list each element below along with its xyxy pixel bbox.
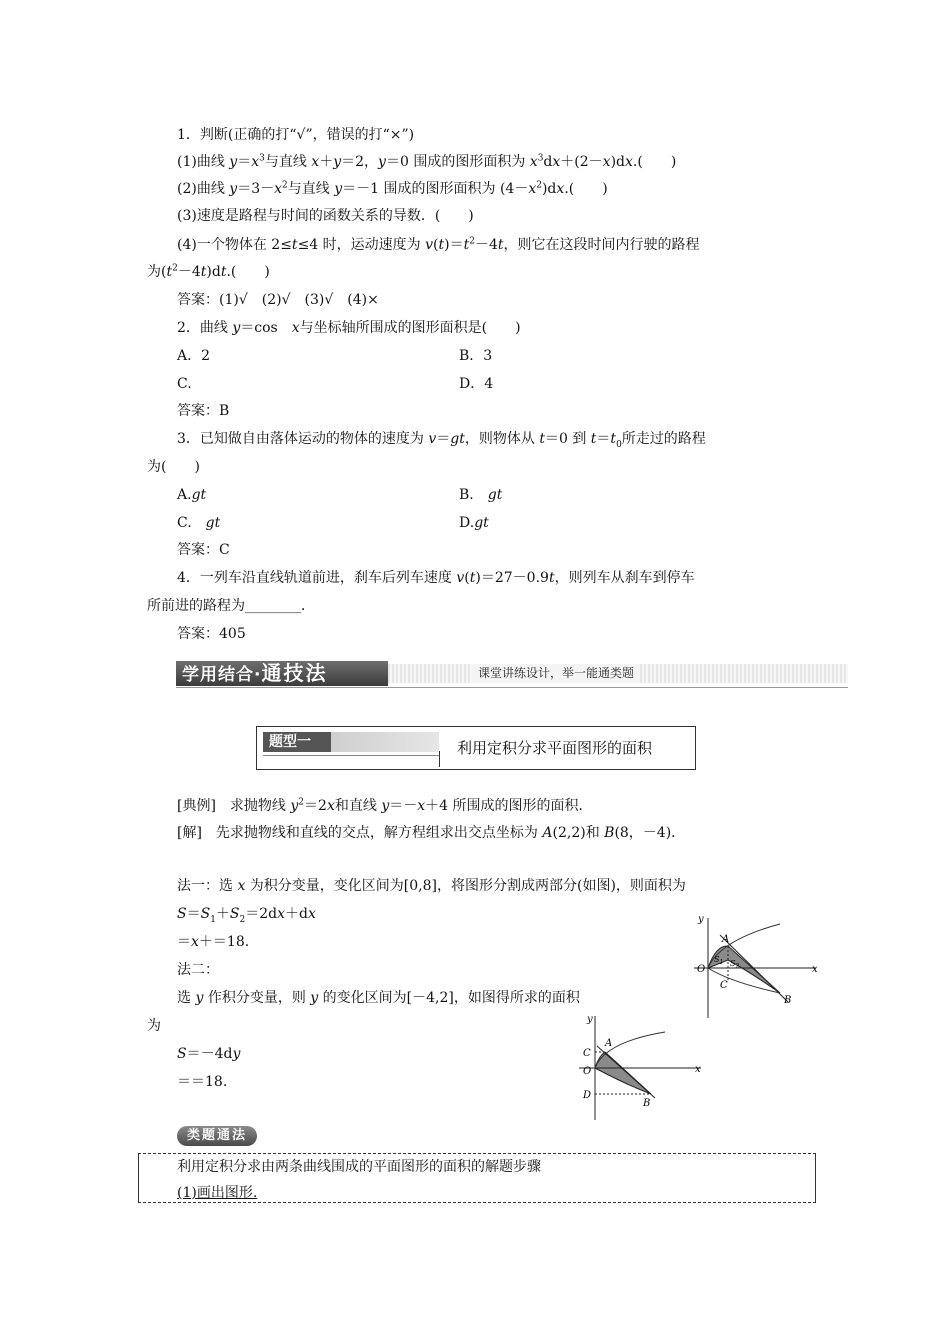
section-banner-subtitle: 课堂讲练设计，举一能通类题 (472, 664, 640, 683)
q2-option-d: D．4 (459, 376, 494, 392)
q3-option-a: A.gt (177, 487, 207, 503)
fig1-label-o: O (697, 964, 706, 975)
figure-method1 (690, 910, 830, 1020)
fig2-shaded-region (595, 1052, 651, 1094)
figure-method2 (575, 1012, 705, 1122)
q1-item3: (3)速度是路程与时间的函数关系的导数．( ) (177, 208, 474, 224)
fig2-label-y: y (587, 1014, 593, 1025)
fig1-label-y: y (698, 914, 704, 925)
q3-option-b: B. gt (459, 487, 503, 503)
method2-text-cont: 为 (147, 1018, 161, 1034)
section-banner-rule (176, 687, 848, 688)
q4-stem: 4．一列车沿直线轨道前进，刹车后列车速度 v(t)＝27－0.9t，则列车从刹车到停车 (177, 570, 695, 586)
fig2-label-a: A (605, 1038, 613, 1049)
q3-stem: 3．已知做自由落体运动的物体的速度为 v＝gt，则物体从 t＝0 到 $t=t_0$所走过的路程 (177, 431, 706, 450)
question-type-box (256, 726, 696, 770)
q1-item2: (2)曲线 $y=3-x^2$与直线 y＝－1 围成的图形面积为 $(4-x^2)dx$.( ) (177, 180, 608, 197)
fig2-label-c: C (583, 1048, 591, 1059)
q3-option-d: D.gt (459, 515, 489, 531)
method2-formula: S＝－4dy (177, 1046, 241, 1062)
example-stem: [典例] 求抛物线 $y^2=2x$和直线 y＝－x＋4 所围成的图形的面积． (177, 797, 593, 814)
q3-option-c: C. gt (177, 515, 221, 531)
question-type-divider (439, 751, 440, 767)
q3-stem-cont: 为( ) (147, 459, 200, 475)
q2-option-b: B．3 (459, 348, 493, 364)
method1-result: ＝x＋＝18. (177, 934, 250, 950)
q1-item4: (4)一个物体在 2≤t≤4 时，运动速度为 $v(t)=t^2-4t$，则它在这段时间内行驶的路程 (177, 236, 700, 253)
question-type-text: 利用定积分求平面图形的面积 (457, 739, 653, 757)
q1-item1: (1)曲线 $y=x^3$与直线 x＋y＝2，y＝0 围成的图形面积为 $x^3dx+(2-x)dx$.( ) (177, 153, 677, 170)
method2-text: 选 y 作积分变量，则 y 的变化区间为[－4,2]，如图得所求的面积 (177, 990, 580, 1006)
q4-answer: 答案：405 (177, 626, 246, 642)
fig1-label-b: B (784, 995, 792, 1006)
method1-formula: $S=S_1+S_2=2dx+dx$ (177, 906, 316, 925)
fig2-label-b: B (643, 1098, 651, 1109)
tip-line2: (1)画出图形. (177, 1185, 258, 1201)
solution-intro: [解] 先求抛物线和直线的交点，解方程组求出交点坐标为 A(2,2)和 B(8，－4)． (177, 825, 686, 841)
q4-stem-cont: 所前进的路程为________． (147, 598, 315, 614)
q2-option-a: A．2 (177, 348, 211, 364)
fig2-label-d: D (583, 1090, 592, 1101)
fig1-label-s1: $S_1$ (714, 955, 724, 966)
section-banner-title: 学用结合·通技法 (176, 661, 388, 686)
method2-result: ＝＝18. (177, 1074, 228, 1090)
method2-label: 法二： (177, 962, 219, 978)
tip-badge: 类题通法 (177, 1126, 257, 1146)
q2-answer: 答案：B (177, 403, 230, 419)
tip-line1: 利用定积分求由两条曲线围成的平面图形的面积的解题步骤 (177, 1159, 541, 1175)
method1-text: 法一：选 x 为积分变量，变化区间为[0,8]，将图形分割成两部分(如图)，则面积为 (177, 878, 686, 894)
fig2-label-o: O (583, 1066, 592, 1077)
q1-item4-cont: 为$(t^2-4t)dt$.( ) (147, 263, 270, 280)
section-banner (176, 660, 848, 688)
fig2-label-x: x (695, 1064, 701, 1075)
q1-title: 1．判断(正确的打“√”，错误的打“×”) (177, 127, 415, 143)
fig1-parabola-lower (708, 968, 780, 993)
fig1-label-a: A (722, 934, 730, 945)
question-type-underline (263, 755, 439, 756)
fig1-label-c: C (720, 980, 728, 991)
q3-answer: 答案：C (177, 542, 230, 558)
question-type-label: 题型一 (263, 732, 439, 752)
q1-answer: 答案：(1)√ (2)√ (3)√ (4)× (177, 292, 379, 308)
fig1-label-s2: $S_2$ (730, 959, 740, 970)
q2-stem: 2．曲线 y＝cos x与坐标轴所围成的图形面积是( ) (177, 320, 521, 336)
fig1-label-x: x (812, 964, 818, 975)
q2-option-c: C. (177, 376, 192, 392)
